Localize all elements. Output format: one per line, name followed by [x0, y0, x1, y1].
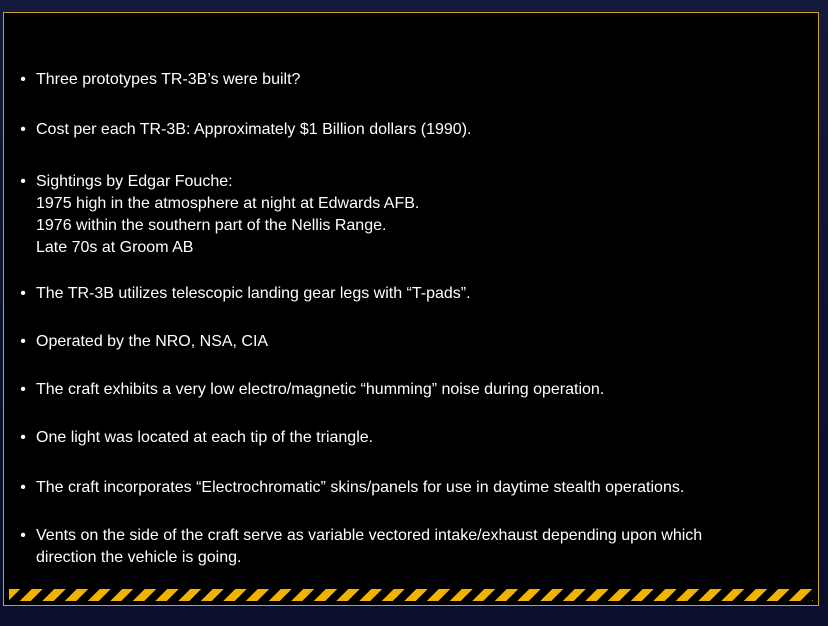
bullet-subline: 1976 within the southern part of the Nellis Range. — [36, 217, 387, 234]
bullet-item — [18, 283, 808, 305]
bullet-subline: direction the vehicle is going. — [36, 549, 242, 566]
hazard-stripe-bar — [9, 589, 813, 601]
bullet-item — [18, 427, 808, 449]
bullet-marker: • — [20, 333, 26, 350]
bullet-marker: • — [20, 479, 26, 496]
bullet-subline: Late 70s at Groom AB — [36, 239, 194, 256]
bullet-text: One light was located at each tip of the triangle. — [36, 429, 374, 446]
bullet-text: The TR-3B utilizes telescopic landing gear legs with “T-pads”. — [36, 285, 471, 302]
bullet-text: Sightings by Edgar Fouche: — [36, 173, 233, 190]
bullet-text: Three prototypes TR-3B’s were built? — [36, 71, 301, 88]
bullet-text: The craft incorporates “Electrochromatic” skins/panels for use in daytime stealth operations. — [36, 479, 685, 496]
bullet-marker: • — [20, 173, 26, 190]
bullet-text: Cost per each TR-3B: Approximately $1 Billion dollars (1990). — [36, 121, 472, 138]
slide — [3, 12, 819, 606]
bullet-item — [18, 119, 808, 141]
bullet-item — [18, 379, 808, 401]
bullet-item — [18, 331, 808, 353]
bullet-text: The craft exhibits a very low electro/magnetic “humming” noise during operation. — [36, 381, 605, 398]
bullet-item — [18, 69, 808, 91]
bullet-item — [18, 477, 808, 499]
bullet-marker: • — [20, 381, 26, 398]
bullet-text: Vents on the side of the craft serve as variable vectored intake/exhaust depending upon which — [36, 527, 703, 544]
bullet-subline: 1975 high in the atmosphere at night at Edwards AFB. — [36, 195, 420, 212]
bullet-item — [18, 171, 808, 259]
bullet-marker: • — [20, 527, 26, 544]
bullet-text: Operated by the NRO, NSA, CIA — [36, 333, 269, 350]
bullet-item — [18, 525, 808, 569]
bullet-marker: • — [20, 285, 26, 302]
bullet-marker: • — [20, 121, 26, 138]
bullet-marker: • — [20, 71, 26, 88]
bullet-marker: • — [20, 429, 26, 446]
